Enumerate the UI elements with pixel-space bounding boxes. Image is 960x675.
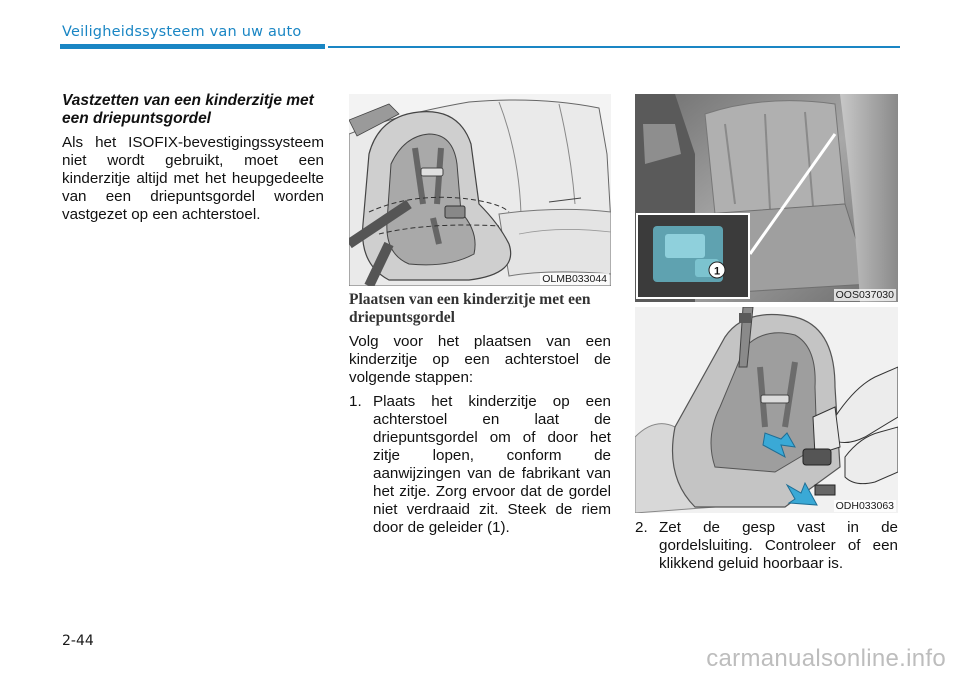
steps-intro: Volg voor het plaatsen van een kinderzitje op een achterstoel de volgende stappen: [349, 333, 611, 386]
step-number: 2. [635, 519, 648, 536]
figure-rear-seat-photo [635, 94, 898, 302]
belt-guide-callout: 1 [713, 265, 721, 278]
section-title: Veiligheidssysteem van uw auto [62, 24, 302, 40]
figure-code: OLMB033044 [542, 273, 607, 285]
column-left [62, 92, 324, 224]
watermark: carmanualsonline.info [706, 645, 946, 672]
subsection-heading: Plaatsen van een kinderzitje met een driepuntsgordel [349, 291, 591, 326]
step-item [349, 393, 611, 537]
figure-code: ODH033063 [835, 500, 894, 512]
intro-paragraph: Als het ISOFIX-bevestigingssysteem niet wordt gebruikt, moet een kinderzitje altijd met het heupgedeelte van een driepuntsgordel worden vastgezet op een achterstoel. [62, 134, 324, 223]
steps-list [635, 519, 898, 573]
step-text: Zet de gesp vast in de gordelsluiting. Controleer of een klikkend geluid hoorbaar is. [659, 519, 898, 572]
figure-code: OOS037030 [835, 289, 894, 301]
header-rule-thin [328, 46, 900, 48]
section-heading: Vastzetten van een kinderzitje met een driepuntsgordel [62, 92, 314, 127]
page-number: 2-44 [62, 633, 94, 649]
step-text: Plaats het kinderzitje op een achterstoel en laat de driepuntsgordel om of door het zitje lopen, conform de aanwijzingen van de fabrikant van het zitje. Zorg ervoor dat de gordel niet verdraaid zit. Steek de riem door de geleider (1). [373, 393, 611, 536]
child-seat-illustration [349, 94, 611, 286]
steps-list [349, 393, 611, 537]
figure-buckle-fastening [635, 307, 898, 513]
buckle-illustration [635, 307, 898, 513]
figure-child-seat-rear-bench [349, 94, 611, 286]
step-item [635, 519, 898, 573]
step-number: 1. [349, 393, 362, 410]
header-rule-thick [60, 44, 325, 49]
column-middle [349, 291, 611, 537]
column-right [635, 519, 898, 573]
rear-seat-photo [635, 94, 898, 302]
